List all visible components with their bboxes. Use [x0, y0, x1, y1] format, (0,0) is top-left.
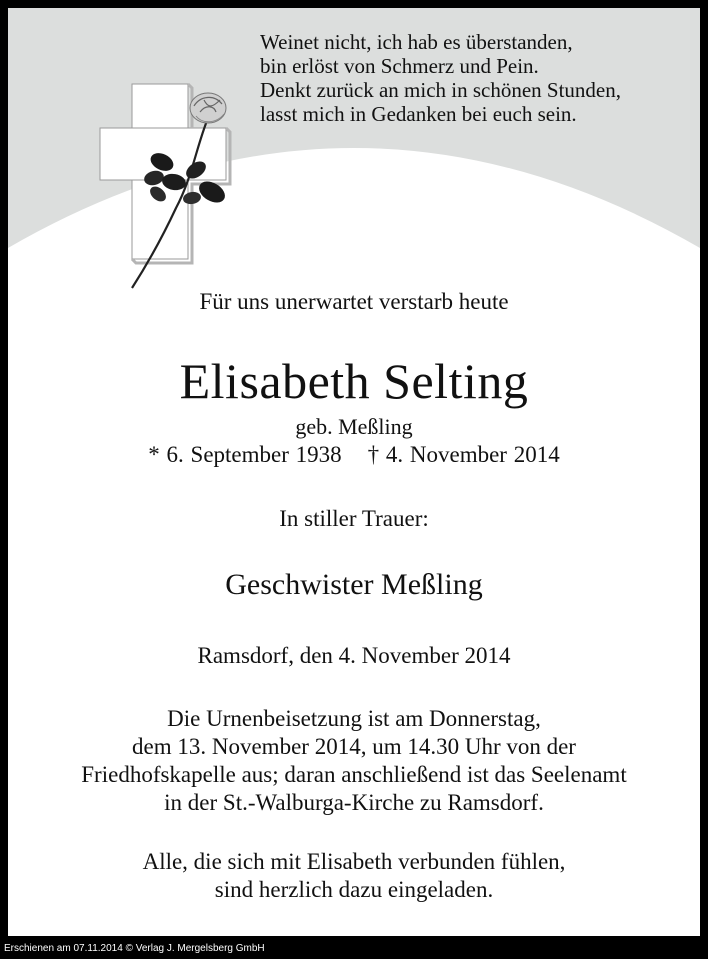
life-dates — [8, 442, 700, 468]
invite-line: sind herzlich dazu eingeladen. — [214, 877, 494, 902]
place-and-date: Ramsdorf, den 4. November 2014 — [197, 643, 511, 668]
funeral-details — [8, 705, 700, 817]
deceased-name: Elisabeth Selting — [179, 353, 529, 409]
poem-line: Denkt zurück an mich in schönen Stunden, — [260, 78, 621, 102]
memorial-poem — [260, 30, 621, 126]
invite-line: Alle, die sich mit Elisabeth verbunden fühlen, — [142, 849, 566, 874]
invitation-text — [8, 848, 700, 904]
funeral-line: Die Urnenbeisetzung ist am Donnerstag, — [167, 706, 541, 731]
cross-with-rose-icon — [96, 78, 236, 293]
poem-line: lasst mich in Gedanken bei euch sein. — [260, 102, 577, 126]
birth-date: * 6. September 1938 — [148, 442, 342, 467]
funeral-line: in der St.-Walburga-Kirche zu Ramsdorf. — [164, 790, 544, 815]
mourning-intro: In stiller Trauer: — [279, 506, 429, 531]
funeral-line: dem 13. November 2014, um 14.30 Uhr von der — [132, 734, 576, 759]
poem-line: bin erlöst von Schmerz und Pein. — [260, 54, 539, 78]
poem-line: Weinet nicht, ich hab es überstanden, — [260, 30, 573, 54]
obituary-card — [8, 8, 700, 936]
death-date: † 4. November 2014 — [367, 442, 560, 467]
mourners-names: Geschwister Meßling — [225, 568, 483, 601]
birth-name: geb. Meßling — [295, 414, 413, 439]
intro-text: Für uns unerwartet verstarb heute — [199, 289, 509, 314]
publication-footer: Erschienen am 07.11.2014 © Verlag J. Mergelsberg GmbH — [4, 943, 265, 954]
funeral-line: Friedhofskapelle aus; daran anschließend ist das Seelenamt — [81, 762, 627, 787]
